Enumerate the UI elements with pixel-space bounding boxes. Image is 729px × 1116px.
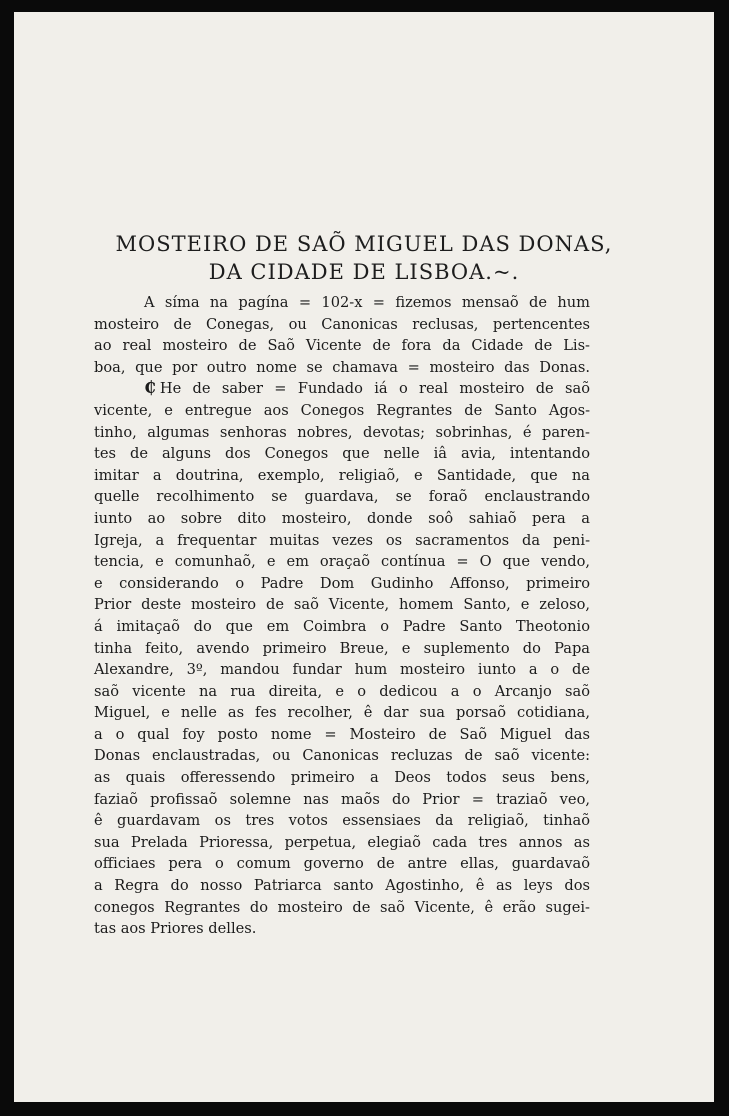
paragraph-1-line: A síma na pagína = 102-x = fizemos mensaõ de hum	[144, 294, 590, 311]
title-line-2: DA CIDADE DE LISBOA.~.	[208, 260, 520, 284]
paragraph-2-line: á imitaçaõ do que em Coimbra o Padre Santo Theotonio	[94, 617, 590, 635]
paragraph-2-line: ê guardavam os tres votos essensiaes da religiaõ, tinhaõ	[94, 812, 590, 830]
paragraph-2-line: Prior deste mosteiro de saõ Vicente, homem Santo, e zeloso,	[94, 596, 590, 614]
paragraph-2-line: tinha feito, avendo primeiro Breue, e suplemento do Papa	[94, 639, 590, 657]
paragraph-2-line: saõ vicente na rua direita, e o dedicou a o Arcanjo saõ	[94, 682, 590, 700]
paragraph-2-line: tes de alguns dos Conegos que nelle iâ avia, intentando	[94, 445, 590, 463]
paragraph-2-line: e considerando o Padre Dom Gudinho Affonso, primeiro	[94, 574, 590, 592]
document-page	[14, 12, 714, 1102]
paragraph-2-line: Donas enclaustradas, ou Canonicas recluzas de saõ vicente:	[94, 747, 590, 765]
paragraph-2-line: sua Prelada Prioressa, perpetua, elegiaõ cada tres annos as	[94, 833, 590, 851]
paragraph-2-line: a o qual foy posto nome = Mosteiro de Saõ Miguel das	[94, 725, 590, 743]
paragraph-2-line: Alexandre, 3º, mandou fundar hum mosteiro iunto a o de	[94, 661, 590, 679]
paragraph-2-line: imitar a doutrina, exemplo, religiaõ, e Santidade, que na	[94, 466, 590, 484]
paragraph-2-line: quelle recolhimento se guardava, se foraõ enclaustrando	[94, 488, 590, 506]
paragraph-2-line: Igreja, a frequentar muitas vezes os sacramentos da peni-	[94, 531, 590, 549]
paragraph-2-line: as quais offeressendo primeiro a Deos todos seus bens,	[94, 769, 590, 787]
page-title	[14, 230, 714, 286]
paragraph-2-line: vicente, e entregue aos Conegos Regrantes de Santo Agos-	[94, 401, 590, 419]
paragraph-2-last-line: tas aos Priores delles.	[94, 920, 257, 938]
paragraph-2-line: officiaes pera o comum governo de antre ellas, guardavaõ	[94, 855, 590, 873]
paragraph-2-line: tencia, e comunhaõ, e em oraçaõ contínua = O que vendo,	[94, 553, 590, 571]
paragraph-2-line: faziaõ profissaõ solemne nas maõs do Prior = traziaõ veo,	[94, 790, 590, 808]
paragraph-1-line: ao real mosteiro de Saõ Vicente de fora da Cidade de Lis-	[94, 337, 590, 355]
paragraph-2-first-line	[94, 378, 590, 400]
title-line-1: MOSTEIRO DE SAÕ MIGUEL DAS DONAS,	[115, 232, 613, 256]
paragraph-1-line: mosteiro de Conegas, ou Canonicas reclusas, pertencentes	[94, 315, 590, 333]
paragraph-2-line: conegos Regrantes do mosteiro de saõ Vicente, ê erão sugei-	[94, 898, 590, 916]
paragraph-2-line-text: He de saber = Fundado iá o real mosteiro de saõ	[159, 380, 590, 398]
text-body	[94, 292, 590, 940]
paragraph-2-line: tinho, algumas senhoras nobres, devotas; sobrinhas, é paren-	[94, 423, 590, 441]
paragraph-mark: ₵	[144, 378, 156, 399]
paragraph-2-line: iunto ao sobre dito mosteiro, donde soô sahiaõ pera a	[94, 509, 590, 527]
paragraph-1-line: boa, que por outro nome se chamava = mosteiro das Donas.	[94, 358, 590, 376]
paragraph-2-line: Miguel, e nelle as fes recolher, ê dar sua porsaõ cotidiana,	[94, 704, 590, 722]
paragraph-2-line: a Regra do nosso Patriarca santo Agostinho, ê as leys dos	[94, 877, 590, 895]
